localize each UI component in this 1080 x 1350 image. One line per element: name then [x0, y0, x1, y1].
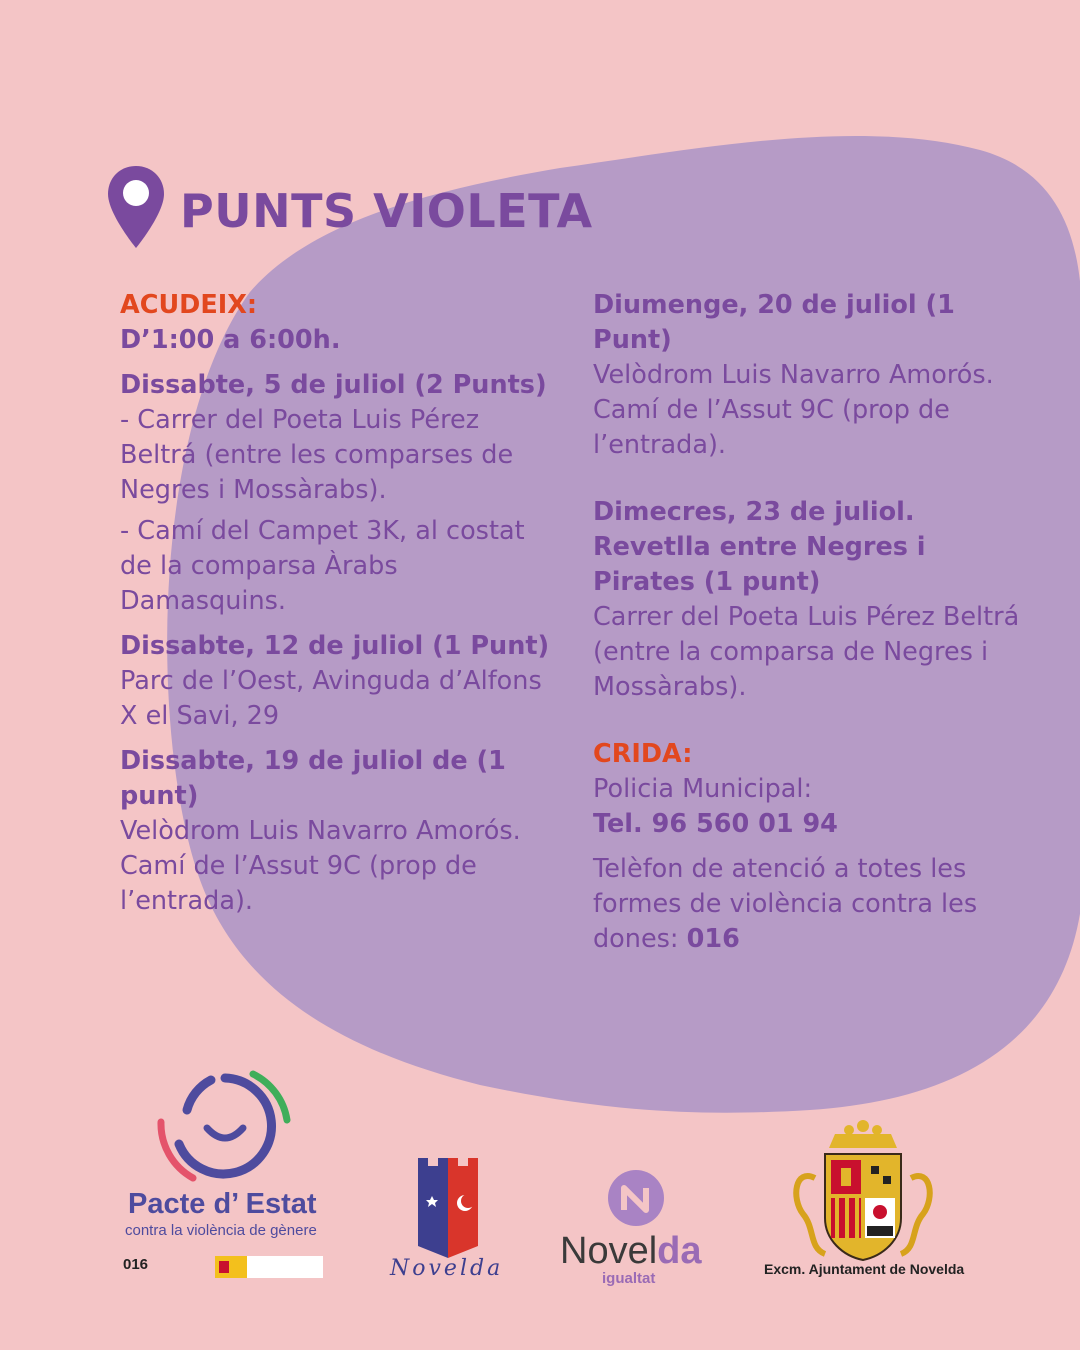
- pacte-title: Pacte d’ Estat: [128, 1188, 317, 1220]
- crida-block: [593, 737, 1033, 842]
- coat-of-arms-icon: [785, 1118, 941, 1268]
- pacte-subtitle: contra la violència de gènere: [125, 1222, 317, 1239]
- ayuntamiento-label: Excm. Ajuntament de Novelda: [764, 1261, 965, 1277]
- header: [106, 162, 593, 252]
- pacte-smile-icon: [115, 1060, 335, 1190]
- helpline: [593, 852, 1033, 957]
- left-column: [120, 288, 560, 929]
- event-location: Velòdrom Luis Navarro Amorós. Camí de l’Assut 9C (prop de l’entrada).: [120, 816, 521, 916]
- event-location: - Carrer del Poeta Luis Pérez Beltrá (entre les comparses de Negres i Mossàrabs).: [120, 405, 514, 505]
- crida-label: CRIDA:: [593, 739, 693, 769]
- footer-logos: [0, 1060, 1080, 1350]
- right-column: [593, 288, 1033, 957]
- novelda-n-icon: [556, 1166, 726, 1230]
- novelda-igualtat-logo: [556, 1166, 726, 1296]
- acudeix-label: ACUDEIX:: [120, 290, 258, 320]
- event-block: [593, 495, 1033, 705]
- event-date: Dissabte, 19 de juliol de (1 punt): [120, 746, 506, 811]
- acudeix-hours: D’1:00 a 6:00h.: [120, 325, 341, 355]
- novelda-da: da: [657, 1230, 702, 1272]
- event-date: Diumenge, 20 de juliol (1 Punt): [593, 290, 955, 355]
- page-title: PUNTS VIOLETA: [180, 184, 593, 238]
- helpline-text: Telèfon de atenció a totes les formes de violència contra les dones:: [593, 854, 978, 954]
- novelda-sub: igualtat: [602, 1270, 656, 1287]
- event-date: Dimecres, 23 de juliol. Revetlla entre Negres i Pirates (1 punt): [593, 497, 926, 597]
- castle-word: Novelda: [390, 1256, 504, 1281]
- event-block: [593, 288, 1033, 463]
- event-block: [120, 744, 560, 919]
- novelda-wordmark: [560, 1230, 702, 1273]
- event-block: [120, 629, 560, 734]
- police-label: Policia Municipal:: [593, 774, 813, 804]
- location-pin-icon: [106, 164, 166, 250]
- police-phone: Tel. 96 560 01 94: [593, 809, 838, 839]
- event-location: Parc de l’Oest, Avinguda d’Alfons X el Savi, 29: [120, 666, 542, 731]
- pacte-016: 016: [123, 1256, 149, 1273]
- government-logo: [215, 1256, 323, 1278]
- event-block: [120, 368, 560, 619]
- event-date: Dissabte, 12 de juliol (1 Punt): [120, 631, 550, 661]
- pacte-estat-logo: [115, 1060, 335, 1290]
- event-location: - Camí del Campet 3K, al costat de la comparsa Àrabs Damasquins.: [120, 516, 525, 616]
- novelda-main: Novel: [560, 1230, 658, 1272]
- event-date: Dissabte, 5 de juliol (2 Punts): [120, 370, 547, 400]
- event-location: Carrer del Poeta Luis Pérez Beltrá (entre la comparsa de Negres i Mossàrabs).: [593, 602, 1020, 702]
- helpline-number: 016: [686, 924, 740, 954]
- event-location: Velòdrom Luis Navarro Amorós. Camí de l’Assut 9C (prop de l’entrada).: [593, 360, 994, 460]
